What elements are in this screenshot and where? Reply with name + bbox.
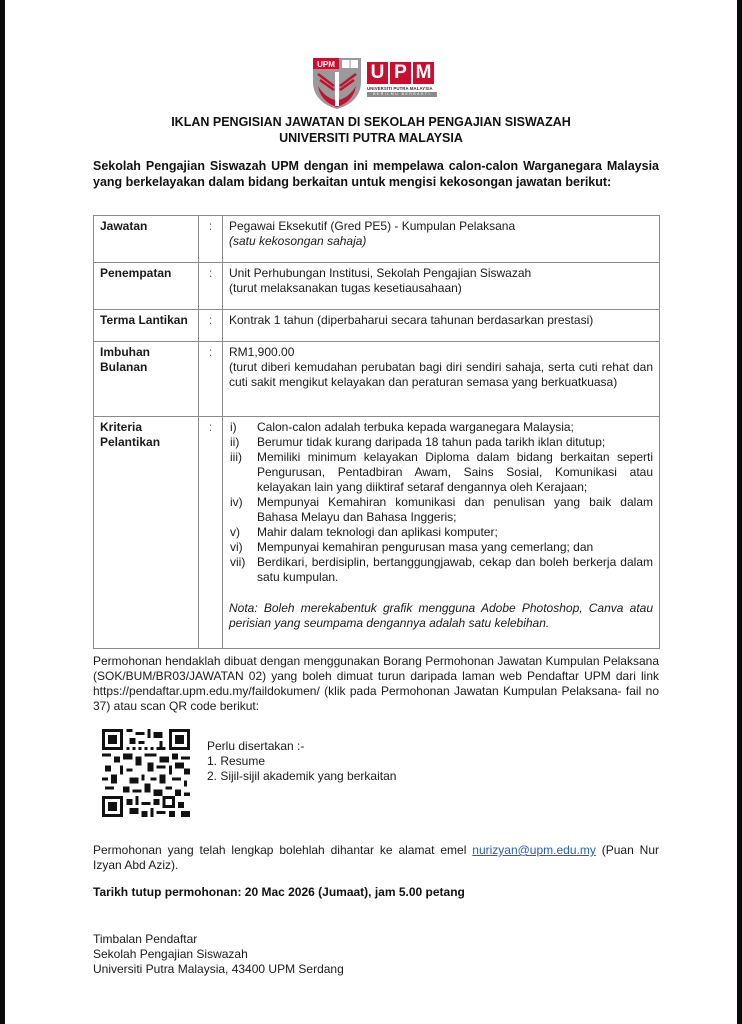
attachments-heading: Perlu disertakan :- <box>207 739 305 753</box>
criteria-item <box>229 450 653 495</box>
criteria-item <box>229 435 653 450</box>
table-row-jawatan <box>94 216 660 263</box>
signoff-title: Timbalan Pendaftar <box>93 932 198 946</box>
criteria-number: ii) <box>230 435 240 449</box>
row-colon: : <box>199 417 223 649</box>
row-colon: : <box>199 310 223 342</box>
signoff-block <box>93 932 344 977</box>
criteria-note: Nota: Boleh merekabentuk grafik mengguna Adobe Photoshop, Canva atau perisian yang seumpama dengannya adalah satu kelebihan. <box>229 601 653 630</box>
attachment-item: 1. Resume <box>207 754 266 768</box>
document-title-line2: UNIVERSITI PUTRA MALAYSIA <box>279 131 463 145</box>
submission-instructions <box>93 843 659 873</box>
table-row-terma <box>94 310 660 342</box>
placement-note: (turut melaksanakan tugas kesetiausahaan) <box>229 281 462 295</box>
criteria-item <box>229 525 653 540</box>
svg-text:UPM: UPM <box>317 60 335 69</box>
row-value <box>223 263 660 310</box>
criteria-number: v) <box>230 525 240 539</box>
submission-text-after: (Puan Nur Izyan Abd Aziz). <box>93 843 659 872</box>
criteria-number: i) <box>230 420 237 434</box>
criteria-list <box>229 420 653 585</box>
position-title: Pegawai Eksekutif (Gred PE5) - Kumpulan Pelaksana <box>229 219 516 233</box>
row-label: Kriteria Pelantikan <box>94 417 199 649</box>
row-colon: : <box>199 216 223 263</box>
upm-crest-icon <box>310 56 364 110</box>
job-details-table <box>93 215 660 649</box>
criteria-text: Mempunyai kemahiran pengurusan masa yang cemerlang; dan <box>257 540 594 554</box>
table-row-imbuhan <box>94 342 660 417</box>
logo-subtitle: UNIVERSITI PUTRA MALAYSIA <box>367 86 433 91</box>
attachment-item: 2. Sijil-sijil akademik yang berkaitan <box>207 769 397 783</box>
qr-code-icon[interactable] <box>102 729 190 817</box>
attachments-list <box>207 739 396 784</box>
criteria-number: vii) <box>230 555 246 569</box>
criteria-number: iv) <box>230 495 243 509</box>
table-row-kriteria <box>94 417 660 649</box>
upm-logo <box>310 56 440 110</box>
signoff-address: Universiti Putra Malaysia, 43400 UPM Serdang <box>93 962 344 976</box>
row-value <box>223 342 660 417</box>
criteria-item <box>229 420 653 435</box>
row-label: Imbuhan Bulanan <box>94 342 199 417</box>
table-row-penempatan <box>94 263 660 310</box>
salary-amount: RM1,900.00 <box>229 345 295 359</box>
submission-text-before: Permohonan yang telah lengkap bolehlah dihantar ke alamat emel <box>93 843 473 857</box>
criteria-text: Mahir dalam teknologi dan aplikasi komputer; <box>257 525 498 539</box>
criteria-text: Calon-calon adalah terbuka kepada warganegara Malaysia; <box>257 420 574 434</box>
upm-wordmark <box>367 62 437 97</box>
contact-email-link[interactable]: nurizyan@upm.edu.my <box>472 843 596 857</box>
criteria-text: Mempunyai Kemahiran komunikasi dan penulisan yang baik dalam Bahasa Melayu dan Bahasa Inggeris; <box>257 495 653 524</box>
row-label: Penempatan <box>94 263 199 310</box>
vacancy-note: (satu kekosongan sahaja) <box>229 234 367 248</box>
document-page <box>5 0 737 1024</box>
signoff-department: Sekolah Pengajian Siswazah <box>93 947 248 961</box>
criteria-item <box>229 540 653 555</box>
document-title-line1: IKLAN PENGISIAN JAWATAN DI SEKOLAH PENGAJIAN SISWAZAH <box>171 115 571 129</box>
salary-note: (turut diberi kemudahan perubatan bagi diri sendiri sahaja, serta cuti rehat dan cuti sakit mengikut kelayakan dan peraturan semasa yang berkuatkuasa) <box>229 360 653 389</box>
wordmark-letter-p: P <box>390 62 411 84</box>
criteria-number: iii) <box>230 450 242 464</box>
criteria-text: Memiliki minimum kelayakan Diploma dalam bidang berkaitan seperti Pengurusan, Pentadbiran Awam, Sains Sosial, Komunikasi atau kelayakan lain yang diiktiraf setaraf dengannya oleh Kerajaan; <box>257 450 653 494</box>
wordmark-letter-u: U <box>367 62 388 84</box>
row-colon: : <box>199 342 223 417</box>
intro-paragraph: Sekolah Pengajian Siswazah UPM dengan ini mempelawa calon-calon Warganegara Malaysia yang berkelayakan dalam bidang berkaitan untuk mengisi kekosongan jawatan berikut: <box>93 159 659 189</box>
row-value: Kontrak 1 tahun (diperbaharui secara tahunan berdasarkan prestasi) <box>223 310 660 342</box>
row-label: Terma Lantikan <box>94 310 199 342</box>
criteria-text: Berdikari, berdisiplin, bertanggungjawab, cekap dan boleh berkerja dalam satu kumpulan. <box>257 555 653 584</box>
placement-unit: Unit Perhubungan Institusi, Sekolah Pengajian Siswazah <box>229 266 532 280</box>
row-colon: : <box>199 263 223 310</box>
criteria-number: vi) <box>230 540 243 554</box>
criteria-text: Berumur tidak kurang daripada 18 tahun pada tarikh iklan ditutup; <box>257 435 606 449</box>
row-value <box>223 417 660 649</box>
wordmark-letter-m: M <box>413 62 434 84</box>
application-instructions: Permohonan hendaklah dibuat dengan menggunakan Borang Permohonan Jawatan Kumpulan Pelaksana (SOK/BUM/BR03/JAWATAN 02) yang boleh dimuat turun daripada laman web Pendaftar UPM dari link https://pendaftar.upm.edu.my/faildokumen/ (klik pada Permohonan Jawatan Kumpulan Pelaksana- fail no 37) atau scan QR code berikut: <box>93 654 659 713</box>
row-value <box>223 216 660 263</box>
logo-motto: BERILMU BERBAKTI <box>367 92 437 97</box>
application-deadline: Tarikh tutup permohonan: 20 Mac 2026 (Jumaat), jam 5.00 petang <box>93 885 465 899</box>
criteria-item <box>229 555 653 585</box>
row-label: Jawatan <box>94 216 199 263</box>
criteria-item <box>229 495 653 525</box>
